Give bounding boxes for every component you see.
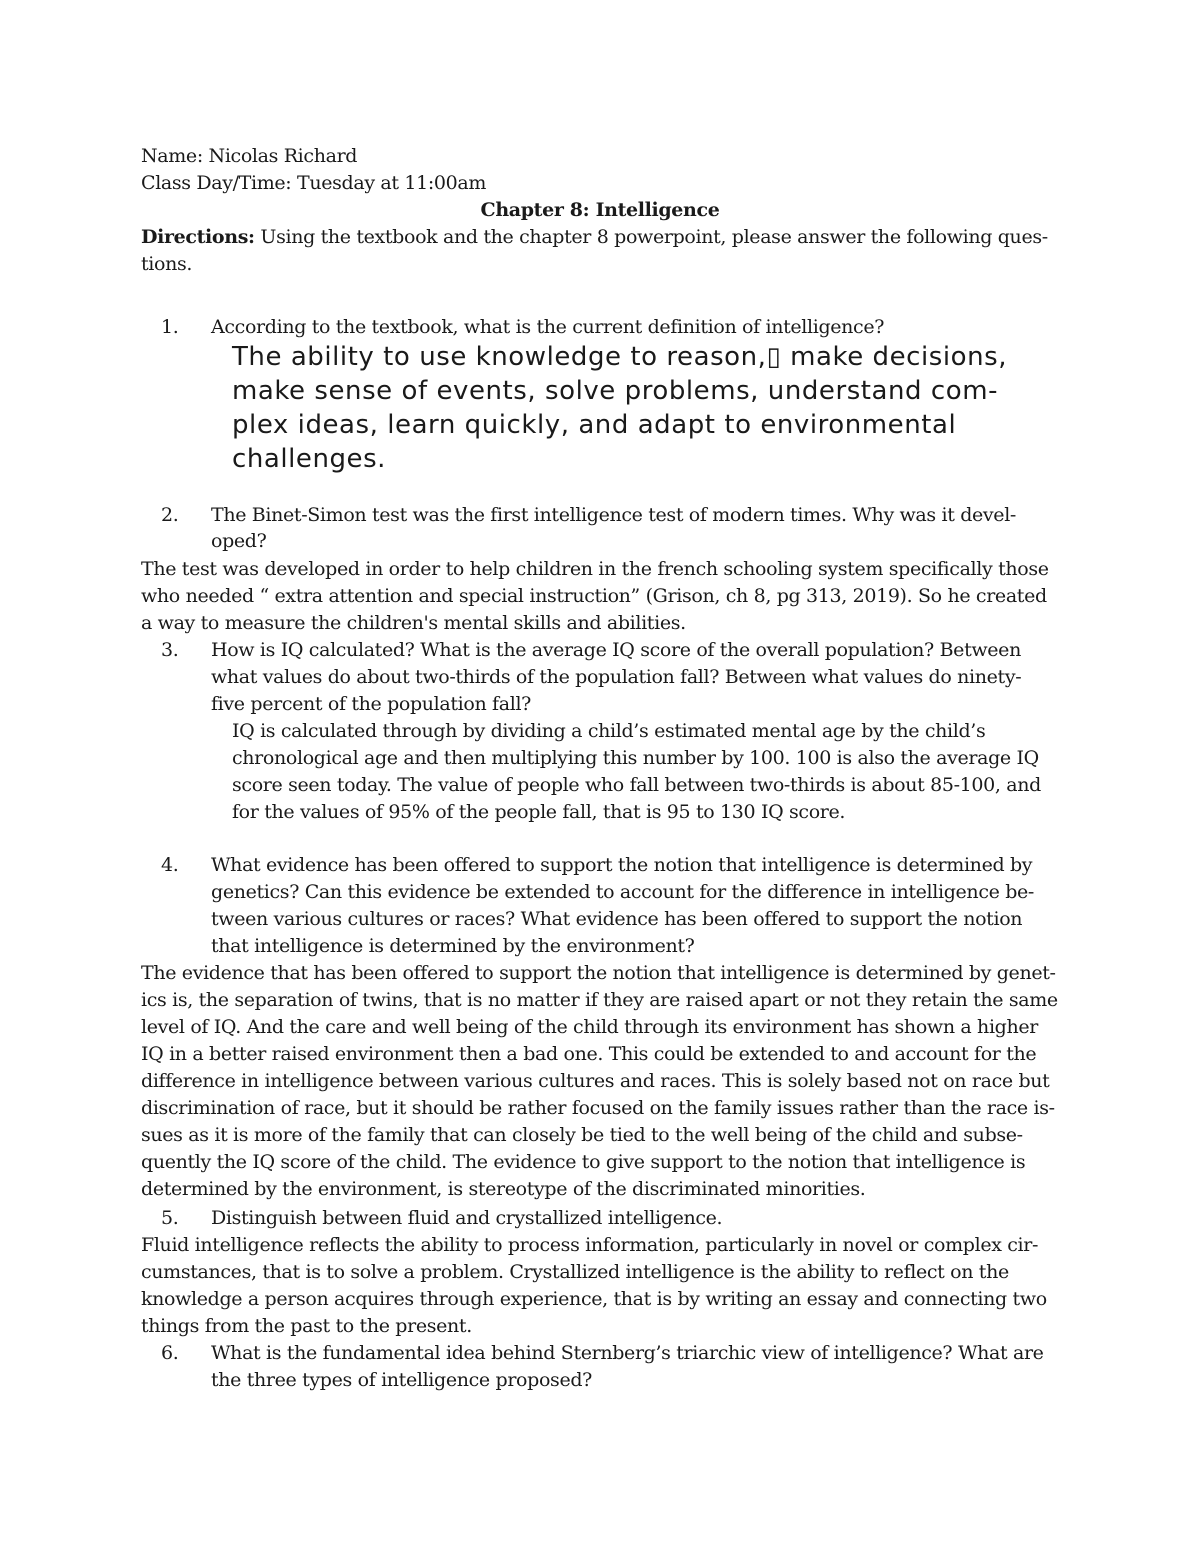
answer-5-line: Fluid intelligence reflects the ability to process information, particularly in novel or complex cir- [141, 1234, 1039, 1256]
question-4-line: tween various cultures or races? What evidence has been offered to support the notion [211, 908, 1023, 930]
answer-4-line: quently the IQ score of the child. The evidence to give support to the notion that intelligence is [141, 1151, 1026, 1173]
answer-2-line: who needed “ extra attention and special instruction” (Grison, ch 8, pg 313, 2019). So he created [141, 585, 1047, 607]
answer-3-line: chronological age and then multiplying this number by 100. 100 is also the average IQ [232, 747, 1039, 769]
answer-4-line: sues as it is more of the family that can closely be tied to the well being of the child and subse- [141, 1124, 1023, 1146]
answer-4-line: IQ in a better raised environment then a bad one. This could be extended to and account for the [141, 1043, 1037, 1065]
answer-2-line: a way to measure the children's mental skills and abilities. [141, 612, 686, 634]
question-number: 2. [161, 504, 179, 526]
class-day-time: Class Day/Time: Tuesday at 11:00am [141, 172, 486, 194]
answer-3-line: IQ is calculated through by dividing a child’s estimated mental age by the child’s [232, 720, 986, 742]
question-number: 5. [161, 1207, 179, 1229]
answer-4-line: discrimination of race, but it should be rather focused on the family issues rather than the race is- [141, 1097, 1055, 1119]
student-name: Name: Nicolas Richard [141, 145, 358, 167]
question-2-line: The Binet-Simon test was the first intelligence test of modern times. Why was it devel- [211, 504, 1016, 526]
question-number: 6. [161, 1342, 179, 1364]
answer-4-line: determined by the environment, is stereotype of the discriminated minorities. [141, 1178, 866, 1200]
answer-1-line: plex ideas, learn quickly, and adapt to environmental [232, 410, 957, 440]
answer-5-line: cumstances, that is to solve a problem. Crystallized intelligence is the ability to reflect on the [141, 1261, 1009, 1283]
answer-4-line: level of IQ. And the care and well being of the child through its environment has shown a higher [141, 1016, 1039, 1038]
answer-4-line: difference in intelligence between various cultures and races. This is solely based not on race but [141, 1070, 1050, 1092]
answer-2-line: The test was developed in order to help children in the french schooling system specifically those [141, 558, 1049, 580]
question-2-line: oped? [211, 530, 267, 552]
answer-4-line: The evidence that has been offered to support the notion that intelligence is determined by genet- [141, 962, 1056, 984]
question-6-line: the three types of intelligence proposed? [211, 1369, 592, 1391]
question-number: 3. [161, 639, 179, 661]
question-3-line: How is IQ calculated? What is the average IQ score of the overall population? Between [211, 639, 1021, 661]
question-3-line: five percent of the population fall? [211, 693, 532, 715]
answer-1-line: challenges. [232, 444, 386, 474]
question-number: 1. [161, 316, 179, 338]
answer-1-line: make sense of events, solve problems, understand com- [232, 376, 999, 406]
question-4-line: What evidence has been offered to support the notion that intelligence is determined by [211, 854, 1033, 876]
directions-text: Using the textbook and the chapter 8 powerpoint, please answer the following ques- [254, 226, 1048, 248]
directions [141, 224, 1048, 251]
question-number: 4. [161, 854, 179, 876]
question-1: According to the textbook, what is the current definition of intelligence? [211, 316, 885, 338]
question-4-line: genetics? Can this evidence be extended to account for the difference in intelligence be- [211, 881, 1034, 903]
question-5: Distinguish between fluid and crystallized intelligence. [211, 1207, 723, 1229]
directions-text-continued: tions. [141, 253, 193, 275]
answer-4-line: ics is, the separation of twins, that is no matter if they are raised apart or not they retain the same [141, 989, 1058, 1011]
question-3-line: what values do about two-thirds of the population fall? Between what values do ninety- [211, 666, 1022, 688]
question-6-line: What is the fundamental idea behind Sternberg’s triarchic view of intelligence? What are [211, 1342, 1044, 1364]
answer-1-line: The ability to use knowledge to reason,▯ make decisions, [232, 342, 1008, 372]
answer-5-line: knowledge a person acquires through experience, that is by writing an essay and connecting two [141, 1288, 1047, 1310]
page-title: Chapter 8: Intelligence [480, 199, 720, 221]
question-4-line: that intelligence is determined by the environment? [211, 935, 695, 957]
answer-5-line: things from the past to the present. [141, 1315, 472, 1337]
answer-3-line: score seen today. The value of people who fall between two-thirds is about 85-100, and [232, 774, 1041, 796]
answer-3-line: for the values of 95% of the people fall, that is 95 to 130 IQ score. [232, 801, 846, 823]
directions-label: Directions: [141, 226, 255, 248]
